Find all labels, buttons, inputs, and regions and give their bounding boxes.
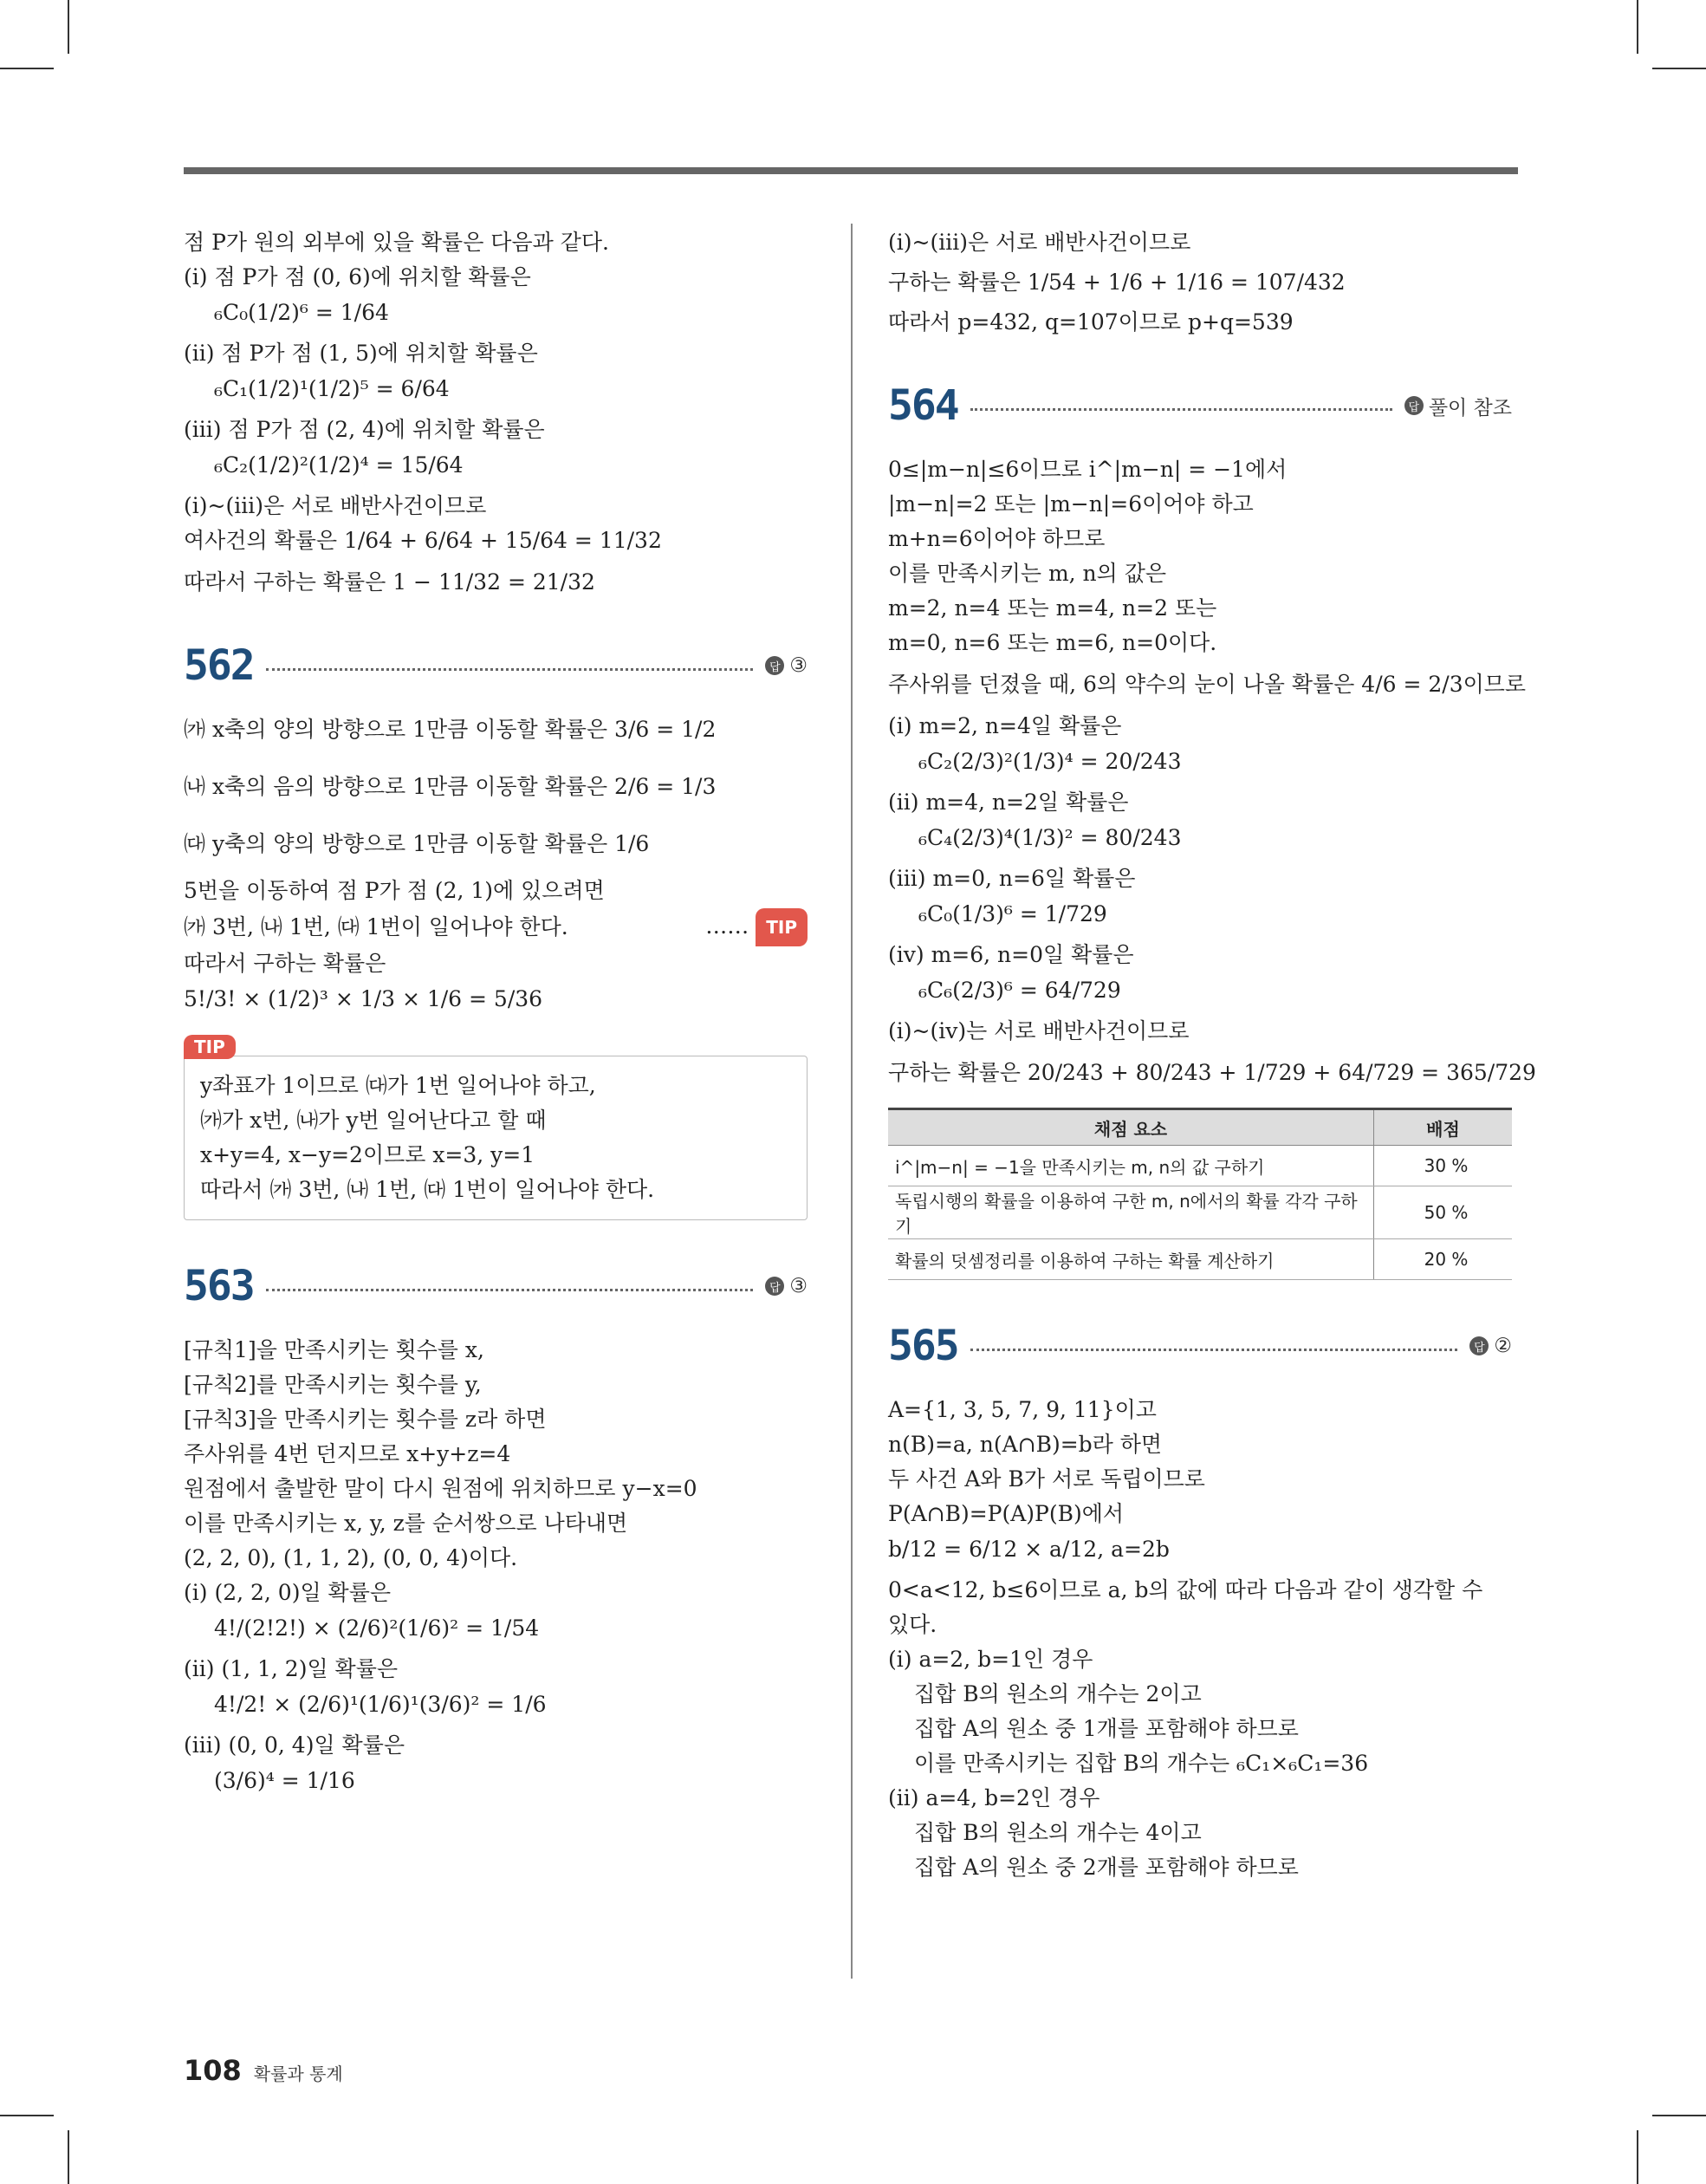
solution-line: 0≤|m−n|≤6이므로 i^|m−n| = −1에서 xyxy=(888,457,1288,482)
range-line: 0<a<12, b≤6이므로 a, b의 값에 따라 다음과 같이 생각할 수 xyxy=(888,1577,1483,1602)
problem-564-header xyxy=(888,371,1512,440)
move-requirement-text: ㈎ 3번, ㈏ 1번, ㈐ 1번이 일어나야 한다. xyxy=(184,914,568,939)
scoring-item: i^|m−n| = −1을 만족시키는 m, n의 값 구하기 xyxy=(888,1146,1374,1186)
case-3-label-563: (ⅲ) (0, 0, 4)일 확률은 xyxy=(184,1732,405,1758)
case-4-expression-564: ₆C₆(2/3)⁶ = 64/729 xyxy=(918,978,1121,1003)
final-answer-line: 따라서 p=432, q=107이므로 p+q=539 xyxy=(888,309,1294,335)
problem-number: 564 xyxy=(888,381,958,430)
crop-mark-bl-h xyxy=(0,2115,54,2116)
solution-line: m=2, n=4 또는 m=4, n=2 또는 xyxy=(888,595,1217,621)
case-1-expression-564: ₆C₂(2/3)²(1/3)⁴ = 20/243 xyxy=(918,749,1182,774)
column-divider xyxy=(851,224,853,1979)
tip-marker: …… TIP xyxy=(705,908,808,946)
tip-line: 따라서 ㈎ 3번, ㈏ 1번, ㈐ 1번이 일어나야 한다. xyxy=(200,1177,655,1202)
case-c-line xyxy=(184,827,808,861)
scoring-points: 30 % xyxy=(1374,1146,1513,1186)
dotted-leader xyxy=(266,1289,754,1291)
case-1-detail: 집합 B의 원소의 개수는 2이고 xyxy=(914,1681,1202,1706)
case-2-expression-564: ₆C₄(2/3)⁴(1/3)² = 80/243 xyxy=(918,825,1182,850)
crop-mark-br-v xyxy=(1637,2130,1638,2184)
table-row xyxy=(888,1186,1512,1239)
problem-565-header xyxy=(888,1311,1512,1381)
tip-line: x+y=4, x−y=2이므로 x=3, y=1 xyxy=(200,1142,535,1167)
case-3-expression: ₆C₂(1/2)²(1/2)⁴ = 15/64 xyxy=(214,452,464,478)
dice-prob-expression: 4/6 = 2/3이므로 xyxy=(1361,672,1527,697)
complement-label: 여사건의 확률은 xyxy=(184,528,337,553)
answer-badge xyxy=(1404,392,1512,420)
result-line xyxy=(184,565,808,600)
tip-marker-badge: TIP xyxy=(756,908,808,946)
case-c-label: ㈐ y축의 양의 방향으로 1만큼 이동할 확률은 xyxy=(184,831,608,856)
case-2-label-564: (ⅱ) m=4, n=2일 확률은 xyxy=(888,790,1129,815)
case-a-line xyxy=(184,712,808,747)
independence-equation: b/12 = 6/12 × a/12, a=2b xyxy=(888,1537,1170,1562)
answer-value: ③ xyxy=(789,654,808,677)
case-2-expression: ₆C₁(1/2)¹(1/2)⁵ = 6/64 xyxy=(214,376,450,401)
solution-line: 원점에서 출발한 말이 다시 원점에 위치하므로 y−x=0 xyxy=(184,1476,697,1501)
result-expression: 1 − 11/32 = 21/32 xyxy=(392,569,595,595)
case-2-label-565: (ⅱ) a=4, b=2인 경우 xyxy=(888,1785,1100,1810)
answer-icon: 답 xyxy=(765,656,784,675)
total-prob-expression: 20/243 + 80/243 + 1/729 + 64/729 = 365/729 xyxy=(1027,1060,1536,1085)
crop-mark-bl-v xyxy=(68,2130,69,2184)
case-1-label: (ⅰ) 점 P가 점 (0, 6)에 위치할 확률은 xyxy=(184,264,531,289)
exclusive-note: (ⅰ)~(ⅲ)은 서로 배반사건이므로 xyxy=(184,493,487,518)
crop-mark-tr-h xyxy=(1652,68,1706,69)
case-b-label: ㈏ x축의 음의 방향으로 1만큼 이동할 확률은 xyxy=(184,774,608,799)
right-column xyxy=(888,225,1536,1885)
dice-prob-label: 주사위를 던졌을 때, 6의 약수의 눈이 나올 확률은 xyxy=(888,672,1355,697)
answer-value: ② xyxy=(1494,1335,1512,1357)
problem-number: 563 xyxy=(184,1262,254,1310)
move-requirement xyxy=(184,908,808,946)
answer-value: 풀이 참조 xyxy=(1428,396,1512,419)
exclusive-note-564: (ⅰ)~(ⅳ)는 서로 배반사건이므로 xyxy=(888,1018,1190,1043)
range-line-cont: 있다. xyxy=(888,1612,937,1637)
prob-sum-line xyxy=(888,265,1512,300)
total-prob-label: 구하는 확률은 xyxy=(888,1060,1021,1085)
tip-line: ㈎가 x번, ㈏가 y번 일어난다고 할 때 xyxy=(200,1108,547,1133)
solution-line: P(A∩B)=P(A)P(B)에서 xyxy=(888,1501,1125,1526)
scoring-points: 50 % xyxy=(1374,1186,1513,1239)
case-2-label-563: (ⅱ) (1, 1, 2)일 확률은 xyxy=(184,1656,399,1681)
problem-number: 565 xyxy=(888,1322,958,1370)
case-1-label-565: (ⅰ) a=2, b=1인 경우 xyxy=(888,1647,1093,1672)
crop-mark-tl-h xyxy=(0,68,54,69)
solution-line: (ⅰ) (2, 2, 0)일 확률은 xyxy=(184,1580,392,1605)
answer-icon: 답 xyxy=(1404,396,1424,415)
prob-sum-label: 구하는 확률은 xyxy=(888,270,1021,295)
table-row xyxy=(888,1146,1512,1186)
header-rule xyxy=(184,167,1518,174)
result-expression-562: 5!/3! × (1/2)³ × 1/3 × 1/6 = 5/36 xyxy=(184,986,543,1011)
left-column xyxy=(184,225,808,1804)
case-1-label-564: (ⅰ) m=2, n=4일 확률은 xyxy=(888,713,1122,738)
move-condition: 5번을 이동하여 점 P가 점 (2, 1)에 있으려면 xyxy=(184,878,605,903)
table-row xyxy=(888,1239,1512,1280)
total-prob-line xyxy=(888,1056,1536,1090)
solution-line: [규칙3]을 만족시키는 횟수를 z라 하면 xyxy=(184,1407,547,1432)
table-header-row xyxy=(888,1109,1512,1146)
case-3-expression-563: (3/6)⁴ = 1/16 xyxy=(214,1768,355,1793)
crop-mark-tl-v xyxy=(68,0,69,54)
dotted-leader xyxy=(266,668,754,671)
solution-line: [규칙1]을 만족시키는 횟수를 x, xyxy=(184,1337,484,1362)
case-b-expression: 2/6 = 1/3 xyxy=(614,774,717,799)
tip-label: TIP xyxy=(184,1035,236,1059)
answer-icon: 답 xyxy=(1469,1336,1489,1355)
problem-number: 562 xyxy=(184,641,254,690)
tip-line: y좌표가 1이므로 ㈐가 1번 일어나야 하고, xyxy=(200,1073,596,1098)
scoring-item: 확률의 덧셈정리를 이용하여 구하는 확률 계산하기 xyxy=(888,1239,1374,1280)
solution-line: n(B)=a, n(A∩B)=b라 하면 xyxy=(888,1432,1163,1457)
case-1-detail: 집합 A의 원소 중 1개를 포함해야 하므로 xyxy=(914,1716,1299,1741)
solution-line: A={1, 3, 5, 7, 9, 11}이고 xyxy=(888,1397,1157,1422)
result-label-562: 따라서 구하는 확률은 xyxy=(184,951,386,976)
solution-line: 주사위를 4번 던지므로 x+y+z=4 xyxy=(184,1441,511,1466)
case-1-detail: 이를 만족시키는 집합 B의 개수는 ₆C₁×₆C₁=36 xyxy=(914,1751,1369,1776)
case-c-expression: 1/6 xyxy=(614,831,650,856)
tip-box xyxy=(184,1035,808,1220)
solution-line: (2, 2, 0), (1, 1, 2), (0, 0, 4)이다. xyxy=(184,1545,518,1570)
problem-563-header xyxy=(184,1251,808,1321)
page-footer xyxy=(184,2054,343,2087)
case-a-expression: 3/6 = 1/2 xyxy=(614,717,717,742)
complement-line xyxy=(184,523,808,558)
solution-line: 이를 만족시키는 x, y, z를 순서쌍으로 나타내면 xyxy=(184,1511,628,1536)
solution-line: |m−n|=2 또는 |m−n|=6이어야 하고 xyxy=(888,491,1254,517)
page-number: 108 xyxy=(184,2054,242,2087)
dice-prob-line xyxy=(888,667,1527,702)
tip-content xyxy=(184,1056,808,1220)
case-1-expression-563: 4!/(2!2!) × (2/6)²(1/6)² = 1/54 xyxy=(214,1615,540,1641)
solution-line: [규칙2]를 만족시키는 횟수를 y, xyxy=(184,1372,482,1397)
column-header: 배점 xyxy=(1374,1109,1513,1146)
case-2-expression-563: 4!/2! × (2/6)¹(1/6)¹(3/6)² = 1/6 xyxy=(214,1692,547,1717)
solution-line: m=0, n=6 또는 m=6, n=0이다. xyxy=(888,630,1217,655)
column-header: 채점 요소 xyxy=(888,1109,1374,1146)
intro-line: 점 P가 원의 외부에 있을 확률은 다음과 같다. xyxy=(184,230,609,255)
solution-line: 두 사건 A와 B가 서로 독립이므로 xyxy=(888,1466,1205,1492)
case-3-label: (ⅲ) 점 P가 점 (2, 4)에 위치할 확률은 xyxy=(184,417,545,442)
case-2-label: (ⅱ) 점 P가 점 (1, 5)에 위치할 확률은 xyxy=(184,341,538,366)
case-a-label: ㈎ x축의 양의 방향으로 1만큼 이동할 확률은 xyxy=(184,717,608,742)
section-title: 확률과 통계 xyxy=(253,2064,343,2084)
case-4-label-564: (ⅳ) m=6, n=0일 확률은 xyxy=(888,942,1134,967)
case-3-expression-564: ₆C₀(1/3)⁶ = 1/729 xyxy=(918,901,1107,926)
crop-mark-tr-v xyxy=(1637,0,1638,54)
scoring-item: 독립시행의 확률을 이용하여 구한 m, n에서의 확률 각각 구하기 xyxy=(888,1186,1374,1239)
solution-line: 이를 만족시키는 m, n의 값은 xyxy=(888,561,1167,586)
scoring-table xyxy=(888,1108,1512,1280)
prob-sum-expression: 1/54 + 1/6 + 1/16 = 107/432 xyxy=(1027,270,1346,295)
dotted-leader xyxy=(970,1349,1458,1351)
case-2-detail: 집합 B의 원소의 개수는 4이고 xyxy=(914,1820,1202,1845)
exclusive-note: (ⅰ)~(ⅲ)은 서로 배반사건이므로 xyxy=(888,230,1191,255)
complement-expression: 1/64 + 6/64 + 15/64 = 11/32 xyxy=(343,528,662,553)
case-3-label-564: (ⅲ) m=0, n=6일 확률은 xyxy=(888,866,1136,891)
case-b-line xyxy=(184,770,808,804)
case-1-expression: ₆C₀(1/2)⁶ = 1/64 xyxy=(214,300,389,325)
answer-badge xyxy=(1469,1335,1512,1357)
answer-icon: 답 xyxy=(765,1277,784,1296)
dotted-leader xyxy=(970,408,1392,411)
result-label: 따라서 구하는 확률은 xyxy=(184,569,386,595)
answer-badge xyxy=(765,1275,808,1297)
scoring-points: 20 % xyxy=(1374,1239,1513,1280)
crop-mark-br-h xyxy=(1652,2115,1706,2116)
solution-line: m+n=6이어야 하므로 xyxy=(888,526,1106,551)
answer-value: ③ xyxy=(789,1275,808,1297)
problem-562-header xyxy=(184,631,808,700)
case-2-detail: 집합 A의 원소 중 2개를 포함해야 하므로 xyxy=(914,1855,1299,1880)
answer-badge xyxy=(765,654,808,677)
